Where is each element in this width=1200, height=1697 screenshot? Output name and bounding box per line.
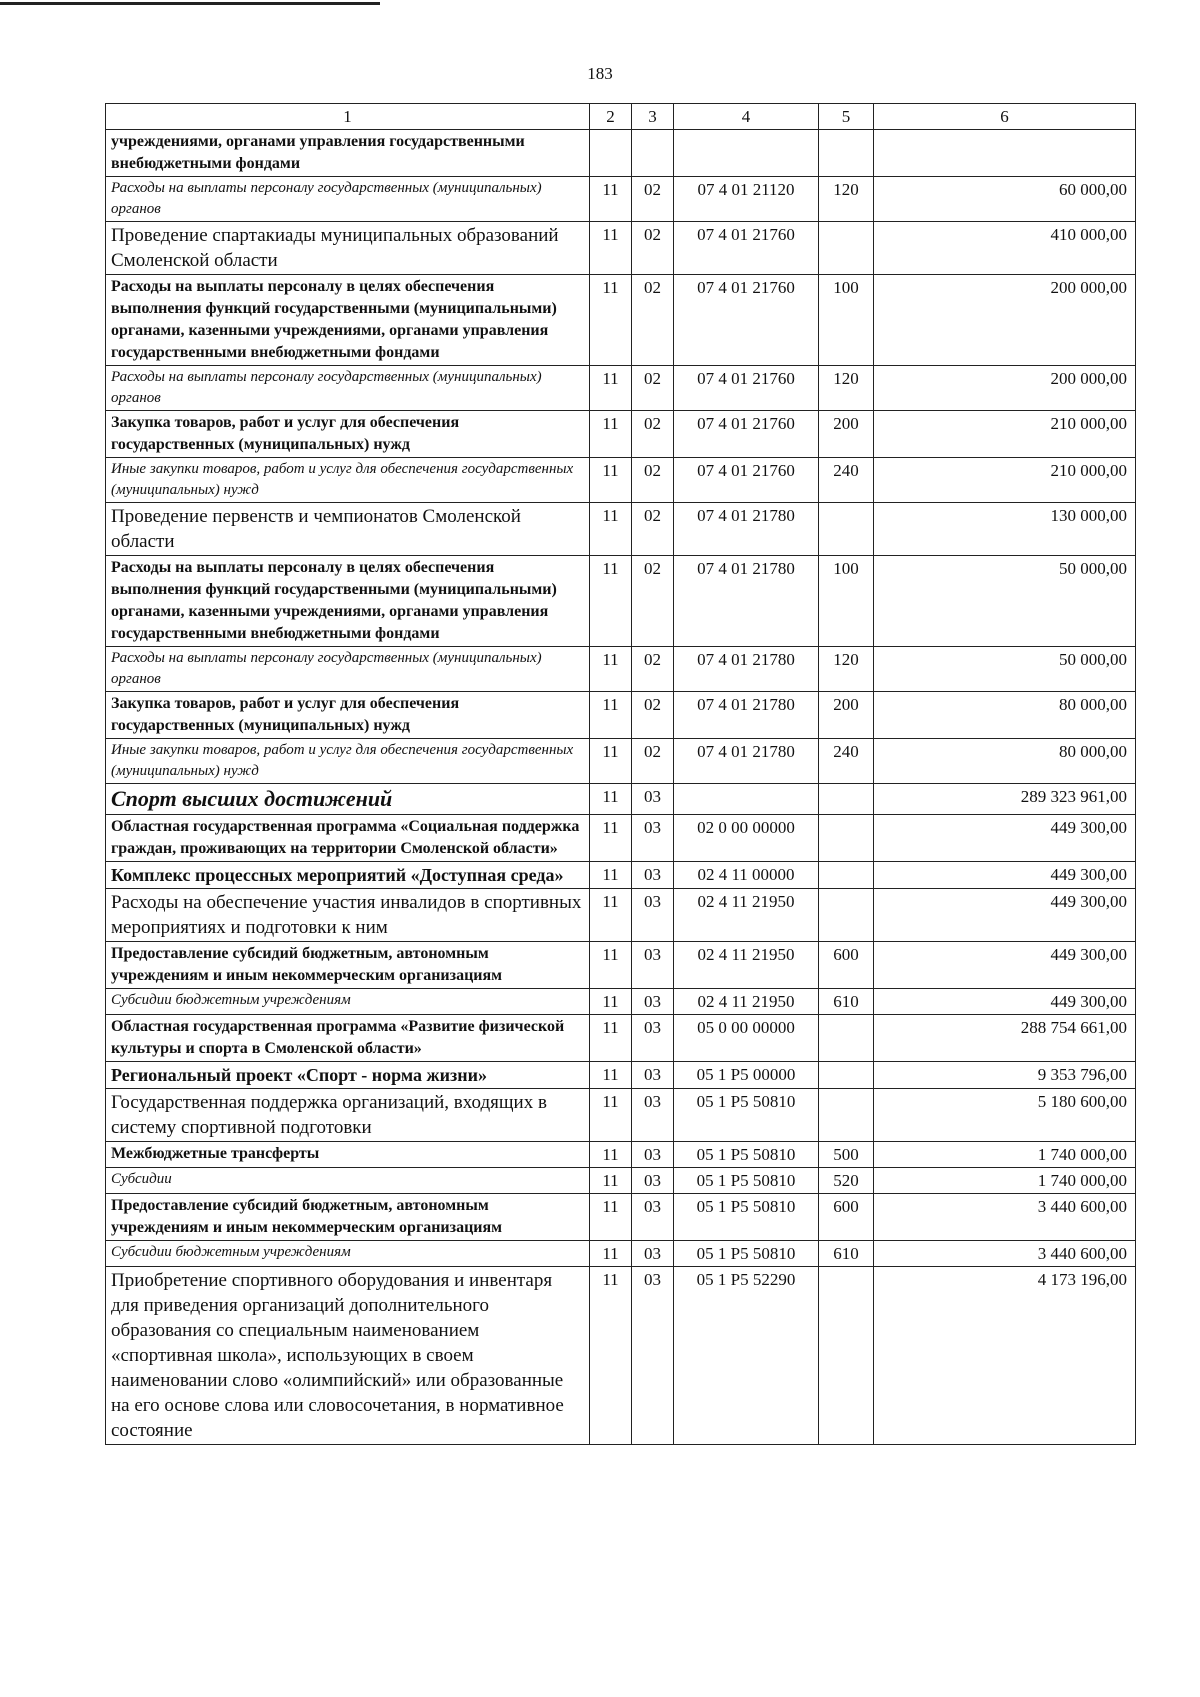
target-code-cell: 07 4 01 21780: [674, 739, 819, 784]
table-row: [106, 177, 1136, 222]
subsection-code-cell: 03: [632, 989, 674, 1015]
table-row: [106, 1089, 1136, 1142]
section-code-cell: 11: [590, 889, 632, 942]
target-code-cell: 05 1 P5 50810: [674, 1194, 819, 1241]
target-code-cell: 07 4 01 21780: [674, 556, 819, 647]
section-code-cell: 11: [590, 989, 632, 1015]
target-code-cell: 07 4 01 21760: [674, 458, 819, 503]
amount-cell: 3 440 600,00: [874, 1241, 1136, 1267]
table-row: [106, 692, 1136, 739]
table-row: [106, 366, 1136, 411]
header-cell: 1: [106, 104, 590, 130]
target-code-cell: 02 0 00 00000: [674, 815, 819, 862]
table-row: [106, 222, 1136, 275]
amount-cell: 5 180 600,00: [874, 1089, 1136, 1142]
target-code-cell: [674, 784, 819, 815]
expense-type-cell: 610: [819, 1241, 874, 1267]
expense-name-cell: Комплекс процессных мероприятий «Доступная среда»: [106, 862, 590, 889]
section-code-cell: 11: [590, 556, 632, 647]
header-cell: 2: [590, 104, 632, 130]
amount-cell: [874, 130, 1136, 177]
table-row: [106, 647, 1136, 692]
subsection-code-cell: 03: [632, 862, 674, 889]
amount-cell: 200 000,00: [874, 366, 1136, 411]
table-row: [106, 1015, 1136, 1062]
expense-name-cell: Межбюджетные трансферты: [106, 1142, 590, 1168]
expense-type-cell: [819, 222, 874, 275]
table-row: [106, 1194, 1136, 1241]
table-body: [106, 130, 1136, 1445]
section-code-cell: 11: [590, 784, 632, 815]
amount-cell: 288 754 661,00: [874, 1015, 1136, 1062]
amount-cell: 210 000,00: [874, 458, 1136, 503]
expense-type-cell: 520: [819, 1168, 874, 1194]
expense-type-cell: 240: [819, 739, 874, 784]
target-code-cell: 07 4 01 21780: [674, 503, 819, 556]
target-code-cell: 07 4 01 21760: [674, 222, 819, 275]
table-row: [106, 458, 1136, 503]
section-code-cell: 11: [590, 458, 632, 503]
subsection-code-cell: 02: [632, 647, 674, 692]
section-code-cell: 11: [590, 692, 632, 739]
section-code-cell: 11: [590, 1142, 632, 1168]
amount-cell: 50 000,00: [874, 647, 1136, 692]
expense-name-cell: Субсидии бюджетным учреждениям: [106, 989, 590, 1015]
section-code-cell: 11: [590, 1015, 632, 1062]
expense-name-cell: Расходы на выплаты персоналу государственных (муниципальных) органов: [106, 647, 590, 692]
subsection-code-cell: 03: [632, 1168, 674, 1194]
expense-name-cell: Приобретение спортивного оборудования и инвентаря для приведения организаций дополнительного образования со специальным наименованием «спортивная школа», использующих в своем наименовании слово «олимпийский» или образованные на его основе слова или словосочетания, в нормативное состояние: [106, 1267, 590, 1445]
amount-cell: 449 300,00: [874, 989, 1136, 1015]
expense-name-cell: Региональный проект «Спорт - норма жизни»: [106, 1062, 590, 1089]
budget-table: [105, 103, 1136, 1445]
expense-type-cell: [819, 503, 874, 556]
table-row: [106, 815, 1136, 862]
expense-name-cell: Предоставление субсидий бюджетным, автономным учреждениям и иным некоммерческим организациям: [106, 1194, 590, 1241]
table-row: [106, 503, 1136, 556]
expense-type-cell: 500: [819, 1142, 874, 1168]
expense-name-cell: Расходы на выплаты персоналу в целях обеспечения выполнения функций государственными (муниципальными) органами, казенными учреждениями, органами управления государственными внебюджетными фондами: [106, 275, 590, 366]
section-code-cell: 11: [590, 647, 632, 692]
subsection-code-cell: 02: [632, 222, 674, 275]
target-code-cell: 07 4 01 21120: [674, 177, 819, 222]
table-row: [106, 556, 1136, 647]
expense-name-cell: Расходы на обеспечение участия инвалидов в спортивных мероприятиях и подготовки к ним: [106, 889, 590, 942]
target-code-cell: 02 4 11 21950: [674, 942, 819, 989]
top-scan-rule: [0, 2, 380, 5]
amount-cell: 130 000,00: [874, 503, 1136, 556]
amount-cell: 9 353 796,00: [874, 1062, 1136, 1089]
expense-name-cell: Иные закупки товаров, работ и услуг для обеспечения государственных (муниципальных) нужд: [106, 458, 590, 503]
target-code-cell: 07 4 01 21760: [674, 366, 819, 411]
table-row: [106, 889, 1136, 942]
table-row: [106, 784, 1136, 815]
section-code-cell: 11: [590, 1194, 632, 1241]
section-code-cell: 11: [590, 177, 632, 222]
amount-cell: 50 000,00: [874, 556, 1136, 647]
table-row: [106, 1168, 1136, 1194]
expense-name-cell: Областная государственная программа «Развитие физической культуры и спорта в Смоленской области»: [106, 1015, 590, 1062]
subsection-code-cell: 02: [632, 177, 674, 222]
table-row: [106, 411, 1136, 458]
section-code-cell: 11: [590, 1089, 632, 1142]
expense-type-cell: 200: [819, 692, 874, 739]
amount-cell: 1 740 000,00: [874, 1168, 1136, 1194]
header-cell: 3: [632, 104, 674, 130]
section-code-cell: 11: [590, 862, 632, 889]
table-row: [106, 942, 1136, 989]
header-cell: 5: [819, 104, 874, 130]
section-code-cell: 11: [590, 1062, 632, 1089]
expense-type-cell: [819, 784, 874, 815]
expense-type-cell: 100: [819, 556, 874, 647]
subsection-code-cell: 02: [632, 366, 674, 411]
expense-type-cell: [819, 862, 874, 889]
amount-cell: 449 300,00: [874, 942, 1136, 989]
table-row: [106, 275, 1136, 366]
subsection-code-cell: 03: [632, 1241, 674, 1267]
target-code-cell: 05 0 00 00000: [674, 1015, 819, 1062]
expense-type-cell: 120: [819, 366, 874, 411]
table-row: [106, 739, 1136, 784]
expense-type-cell: 610: [819, 989, 874, 1015]
amount-cell: 210 000,00: [874, 411, 1136, 458]
subsection-code-cell: 03: [632, 942, 674, 989]
subsection-code-cell: 02: [632, 739, 674, 784]
page-number: 183: [587, 64, 613, 83]
expense-type-cell: [819, 130, 874, 177]
subsection-code-cell: 02: [632, 411, 674, 458]
section-code-cell: 11: [590, 739, 632, 784]
expense-type-cell: 600: [819, 942, 874, 989]
section-code-cell: 11: [590, 1267, 632, 1445]
target-code-cell: 02 4 11 00000: [674, 862, 819, 889]
subsection-code-cell: 03: [632, 1194, 674, 1241]
expense-name-cell: Спорт высших достижений: [106, 784, 590, 815]
table-row: [106, 989, 1136, 1015]
subsection-code-cell: 02: [632, 458, 674, 503]
target-code-cell: 05 1 P5 50810: [674, 1089, 819, 1142]
table-row: [106, 1062, 1136, 1089]
amount-cell: 3 440 600,00: [874, 1194, 1136, 1241]
subsection-code-cell: 03: [632, 1062, 674, 1089]
amount-cell: 410 000,00: [874, 222, 1136, 275]
amount-cell: 80 000,00: [874, 739, 1136, 784]
amount-cell: 449 300,00: [874, 862, 1136, 889]
amount-cell: 200 000,00: [874, 275, 1136, 366]
target-code-cell: 05 1 P5 52290: [674, 1267, 819, 1445]
target-code-cell: 07 4 01 21760: [674, 275, 819, 366]
table-row: [106, 1142, 1136, 1168]
expense-name-cell: Расходы на выплаты персоналу государственных (муниципальных) органов: [106, 366, 590, 411]
subsection-code-cell: 03: [632, 815, 674, 862]
expense-name-cell: Проведение спартакиады муниципальных образований Смоленской области: [106, 222, 590, 275]
expense-name-cell: учреждениями, органами управления государственными внебюджетными фондами: [106, 130, 590, 177]
subsection-code-cell: 03: [632, 1267, 674, 1445]
table-row: [106, 1267, 1136, 1445]
subsection-code-cell: [632, 130, 674, 177]
expense-type-cell: 100: [819, 275, 874, 366]
section-code-cell: 11: [590, 503, 632, 556]
expense-type-cell: [819, 815, 874, 862]
section-code-cell: 11: [590, 411, 632, 458]
header-cell: 6: [874, 104, 1136, 130]
subsection-code-cell: 03: [632, 1015, 674, 1062]
subsection-code-cell: 03: [632, 1142, 674, 1168]
expense-name-cell: Государственная поддержка организаций, входящих в систему спортивной подготовки: [106, 1089, 590, 1142]
expense-type-cell: [819, 1089, 874, 1142]
amount-cell: 60 000,00: [874, 177, 1136, 222]
target-code-cell: 02 4 11 21950: [674, 989, 819, 1015]
section-code-cell: 11: [590, 1168, 632, 1194]
section-code-cell: 11: [590, 1241, 632, 1267]
expense-type-cell: [819, 889, 874, 942]
table-row: [106, 130, 1136, 177]
amount-cell: 1 740 000,00: [874, 1142, 1136, 1168]
expense-type-cell: 120: [819, 177, 874, 222]
section-code-cell: 11: [590, 942, 632, 989]
section-code-cell: 11: [590, 366, 632, 411]
subsection-code-cell: 02: [632, 556, 674, 647]
expense-name-cell: Закупка товаров, работ и услуг для обеспечения государственных (муниципальных) нужд: [106, 411, 590, 458]
header-cell: 4: [674, 104, 819, 130]
expense-type-cell: 240: [819, 458, 874, 503]
subsection-code-cell: 02: [632, 692, 674, 739]
expense-name-cell: Расходы на выплаты персоналу государственных (муниципальных) органов: [106, 177, 590, 222]
target-code-cell: 07 4 01 21760: [674, 411, 819, 458]
target-code-cell: 05 1 P5 50810: [674, 1142, 819, 1168]
expense-name-cell: Закупка товаров, работ и услуг для обеспечения государственных (муниципальных) нужд: [106, 692, 590, 739]
section-code-cell: 11: [590, 815, 632, 862]
table-row: [106, 1241, 1136, 1267]
expense-name-cell: Иные закупки товаров, работ и услуг для обеспечения государственных (муниципальных) нужд: [106, 739, 590, 784]
expense-name-cell: Субсидии бюджетным учреждениям: [106, 1241, 590, 1267]
subsection-code-cell: 03: [632, 784, 674, 815]
expense-type-cell: 200: [819, 411, 874, 458]
expense-type-cell: 600: [819, 1194, 874, 1241]
expense-name-cell: Расходы на выплаты персоналу в целях обеспечения выполнения функций государственными (муниципальными) органами, казенными учреждениями, органами управления государственными внебюджетными фондами: [106, 556, 590, 647]
table-row: [106, 862, 1136, 889]
subsection-code-cell: 03: [632, 889, 674, 942]
expense-type-cell: [819, 1267, 874, 1445]
expense-name-cell: Областная государственная программа «Социальная поддержка граждан, проживающих на территории Смоленской области»: [106, 815, 590, 862]
target-code-cell: 05 1 P5 00000: [674, 1062, 819, 1089]
expense-name-cell: Проведение первенств и чемпионатов Смоленской области: [106, 503, 590, 556]
expense-name-cell: Субсидии: [106, 1168, 590, 1194]
target-code-cell: 05 1 P5 50810: [674, 1241, 819, 1267]
subsection-code-cell: 02: [632, 275, 674, 366]
amount-cell: 449 300,00: [874, 815, 1136, 862]
expense-name-cell: Предоставление субсидий бюджетным, автономным учреждениям и иным некоммерческим организациям: [106, 942, 590, 989]
amount-cell: 80 000,00: [874, 692, 1136, 739]
amount-cell: 449 300,00: [874, 889, 1136, 942]
target-code-cell: 02 4 11 21950: [674, 889, 819, 942]
subsection-code-cell: 02: [632, 503, 674, 556]
target-code-cell: 05 1 P5 50810: [674, 1168, 819, 1194]
section-code-cell: [590, 130, 632, 177]
amount-cell: 4 173 196,00: [874, 1267, 1136, 1445]
header-row: [106, 104, 1136, 130]
target-code-cell: 07 4 01 21780: [674, 647, 819, 692]
expense-type-cell: [819, 1062, 874, 1089]
amount-cell: 289 323 961,00: [874, 784, 1136, 815]
subsection-code-cell: 03: [632, 1089, 674, 1142]
section-code-cell: 11: [590, 275, 632, 366]
target-code-cell: [674, 130, 819, 177]
target-code-cell: 07 4 01 21780: [674, 692, 819, 739]
expense-type-cell: [819, 1015, 874, 1062]
section-code-cell: 11: [590, 222, 632, 275]
expense-type-cell: 120: [819, 647, 874, 692]
